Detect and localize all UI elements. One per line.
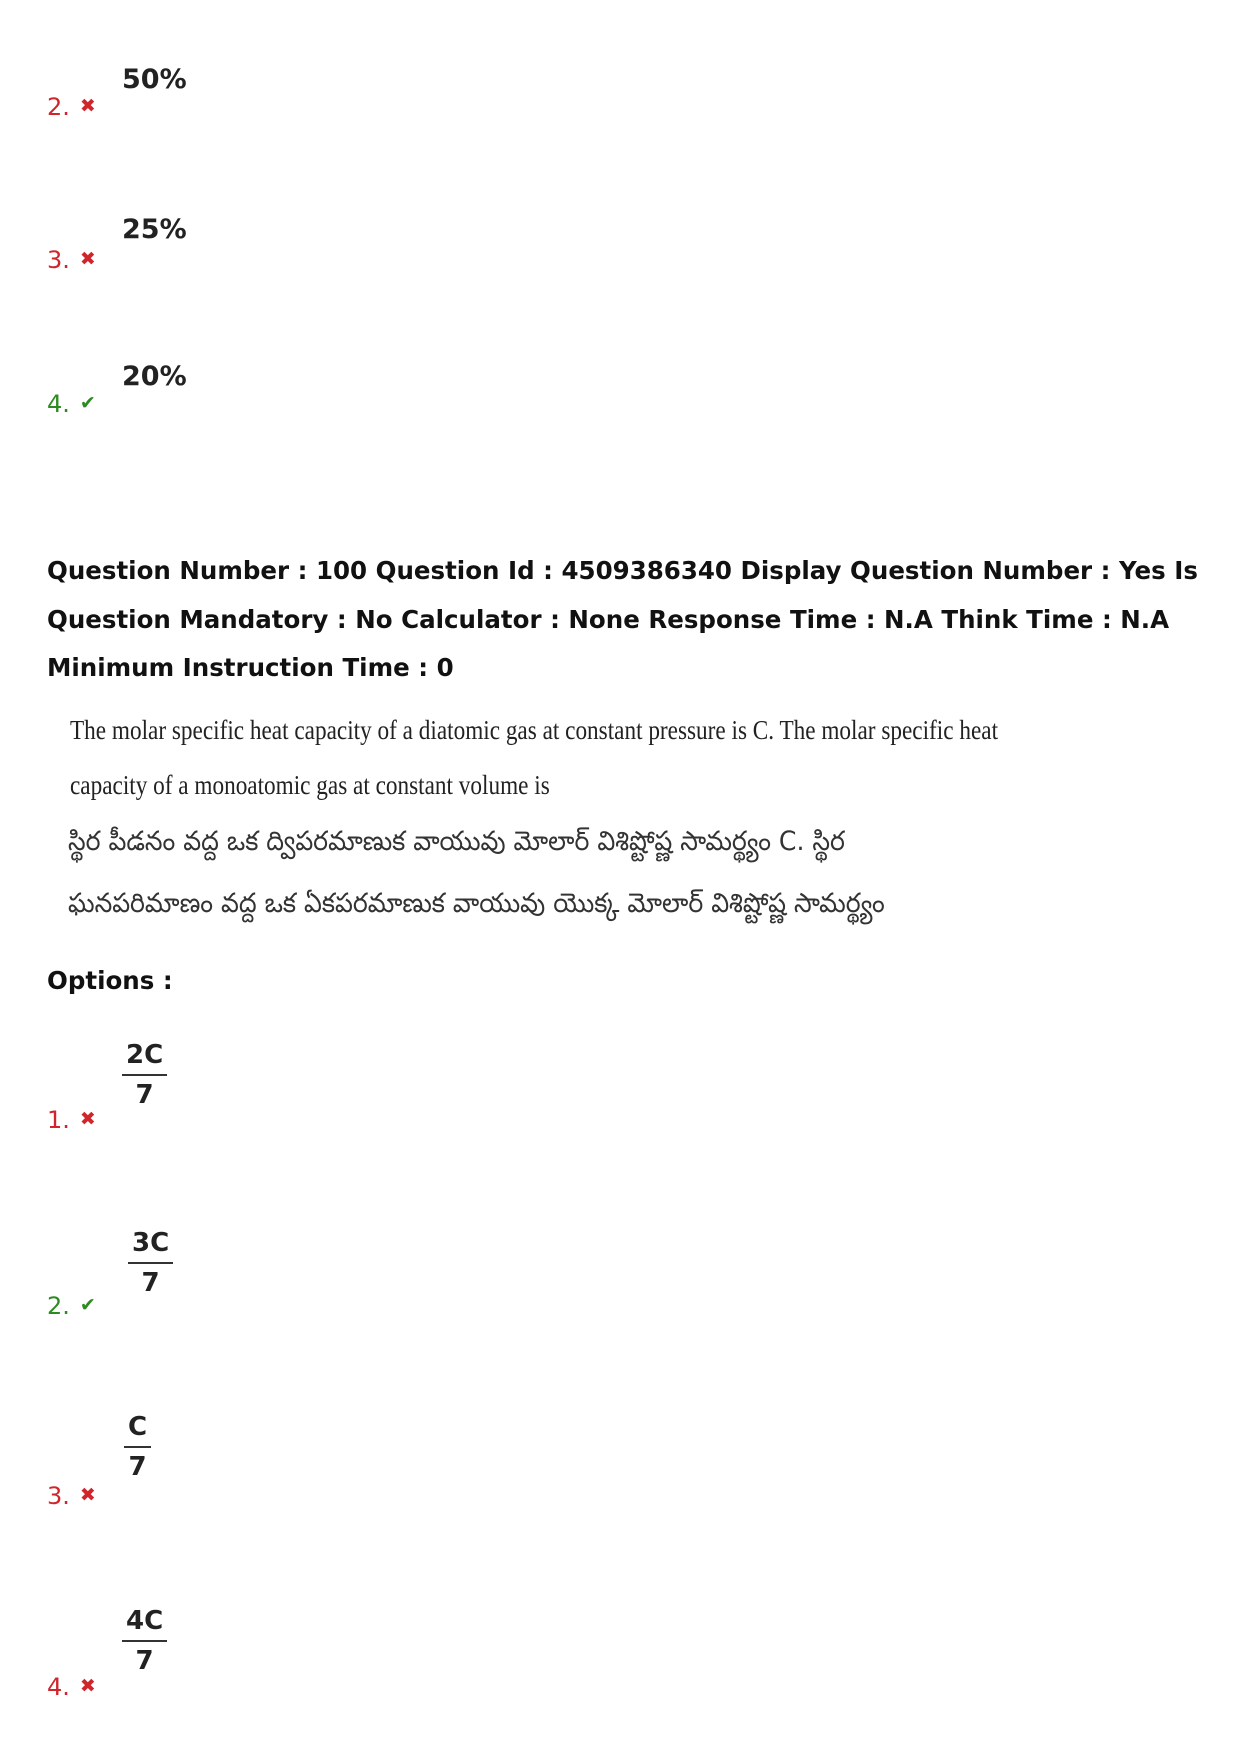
- fraction-numerator: 4C: [122, 1606, 167, 1642]
- check-mark-icon: ✔: [79, 392, 96, 414]
- wrong-mark-icon: ✖: [79, 248, 96, 270]
- option-number: 3. ✖: [47, 246, 96, 274]
- option-number: 2. ✔: [47, 1292, 96, 1320]
- option-fraction: [122, 1040, 167, 1110]
- option-value: 25%: [122, 214, 187, 245]
- options-label: Options :: [47, 966, 173, 995]
- question-text-english-line1: The molar specific heat capacity of a diatomic gas at constant pressure is C. The molar specific heat: [70, 715, 999, 745]
- fraction-denominator: 7: [135, 1080, 154, 1110]
- option-value: 20%: [122, 361, 187, 392]
- fraction-denominator: 7: [135, 1646, 154, 1676]
- fraction-numerator: 2C: [122, 1040, 167, 1076]
- question-text-telugu-line2: ఘనపరిమాణం వద్ద ఒక ఏకపరమాణుక వాయువు యొక్క మోలార్ విశిష్టోష్ణ సామర్థ్యం: [68, 888, 885, 919]
- option-number: 3. ✖: [47, 1482, 96, 1510]
- question-meta: Question Number : 100 Question Id : 4509386340 Display Question Number : Yes Is Question Mandatory : No Calculator : None Response Time : N.A Think Time : N.A Minimum Instruction Time : 0: [47, 556, 1198, 682]
- fraction-numerator: 3C: [128, 1228, 173, 1264]
- wrong-mark-icon: ✖: [79, 1675, 96, 1697]
- option-number: 1. ✖: [47, 1106, 96, 1134]
- check-mark-icon: ✔: [79, 1294, 96, 1316]
- option-fraction: [124, 1412, 151, 1482]
- wrong-mark-icon: ✖: [79, 95, 96, 117]
- option-number: 4. ✖: [47, 1673, 96, 1701]
- fraction-denominator: 7: [128, 1452, 147, 1482]
- question-text-telugu-line1: స్థిర పీడనం వద్ద ఒక ద్విపరమాణుక వాయువు మోలార్ విశిష్టోష్ణ సామర్థ్యం C. స్థిర: [68, 826, 845, 857]
- option-fraction: [122, 1606, 167, 1676]
- fraction-numerator: C: [124, 1412, 151, 1448]
- fraction-denominator: 7: [141, 1268, 160, 1298]
- question-text-english-line2: capacity of a monoatomic gas at constant volume is: [70, 770, 550, 800]
- option-value: 50%: [122, 64, 187, 95]
- option-fraction: [128, 1228, 173, 1298]
- wrong-mark-icon: ✖: [79, 1108, 96, 1130]
- option-number: 4. ✔: [47, 390, 96, 418]
- wrong-mark-icon: ✖: [79, 1484, 96, 1506]
- option-number: 2. ✖: [47, 93, 96, 121]
